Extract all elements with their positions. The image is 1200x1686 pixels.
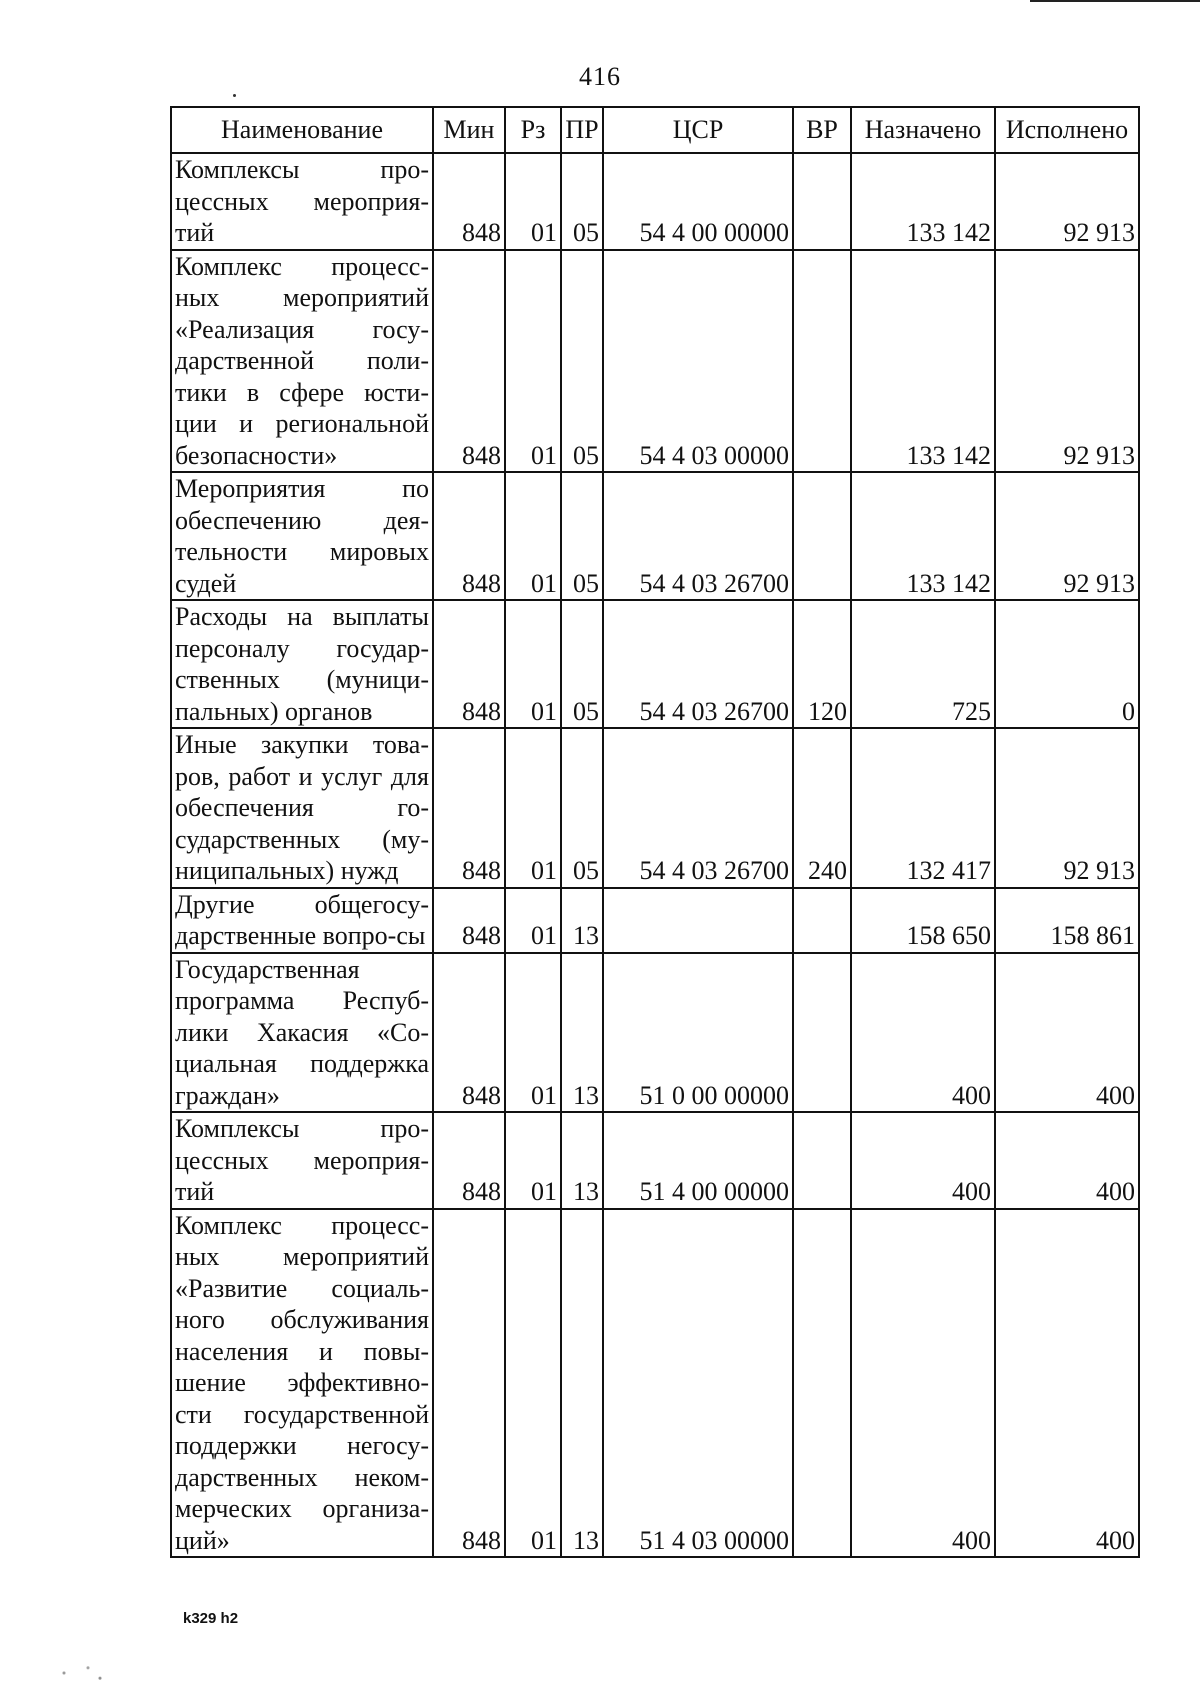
cell-rz: 01: [505, 472, 561, 600]
cell-name: Иные закупки това-ров, работ и услуг для обеспечения го-сударственных (му-ниципальных) нужд: [171, 728, 433, 888]
cell-min: 848: [433, 728, 505, 888]
cell-executed: 400: [995, 1209, 1139, 1558]
cell-min: 848: [433, 153, 505, 250]
cell-pr: 13: [561, 888, 603, 953]
cell-vr: [793, 888, 851, 953]
table-row: [171, 728, 1139, 888]
cell-executed: 400: [995, 953, 1139, 1113]
header-name: Наименование: [171, 107, 433, 153]
cell-vr: [793, 153, 851, 250]
cell-assigned: 400: [851, 1209, 995, 1558]
table-row: [171, 888, 1139, 953]
footer-code: k329 h2: [183, 1610, 239, 1627]
cell-min: 848: [433, 472, 505, 600]
cell-executed: 92 913: [995, 153, 1139, 250]
cell-rz: 01: [505, 1112, 561, 1209]
cell-rz: 01: [505, 153, 561, 250]
cell-min: 848: [433, 1209, 505, 1558]
header-min: Мин: [433, 107, 505, 153]
budget-table: [170, 106, 1140, 1558]
cell-pr: 05: [561, 728, 603, 888]
scan-speck: [233, 94, 236, 97]
cell-csr: 51 4 00 00000: [603, 1112, 793, 1209]
cell-pr: 05: [561, 600, 603, 728]
cell-executed: 0: [995, 600, 1139, 728]
cell-csr: 51 4 03 00000: [603, 1209, 793, 1558]
cell-executed: 400: [995, 1112, 1139, 1209]
scan-edge: [1030, 0, 1200, 2]
cell-min: 848: [433, 953, 505, 1113]
cell-pr: 05: [561, 250, 603, 473]
table-header-row: [171, 107, 1139, 153]
table-row: [171, 472, 1139, 600]
cell-name: Комплексы про-цессных мероприя-тий: [171, 153, 433, 250]
cell-assigned: 400: [851, 953, 995, 1113]
header-executed: Исполнено: [995, 107, 1139, 153]
cell-name: Государственная программа Респуб-лики Хакасия «Со-циальная поддержка граждан»: [171, 953, 433, 1113]
table-row: [171, 153, 1139, 250]
cell-executed: 92 913: [995, 728, 1139, 888]
cell-assigned: 133 142: [851, 250, 995, 473]
cell-pr: 05: [561, 472, 603, 600]
cell-assigned: 133 142: [851, 472, 995, 600]
cell-executed: 158 861: [995, 888, 1139, 953]
cell-name: Расходы на выплаты персоналу государ-ственных (муници-пальных) органов: [171, 600, 433, 728]
cell-rz: 01: [505, 1209, 561, 1558]
cell-rz: 01: [505, 250, 561, 473]
cell-assigned: 132 417: [851, 728, 995, 888]
table-row: [171, 600, 1139, 728]
cell-vr: [793, 1112, 851, 1209]
cell-vr: [793, 250, 851, 473]
cell-csr: 54 4 03 26700: [603, 600, 793, 728]
header-csr: ЦСР: [603, 107, 793, 153]
cell-vr: [793, 472, 851, 600]
cell-pr: 13: [561, 953, 603, 1113]
cell-rz: 01: [505, 953, 561, 1113]
cell-name: Комплекс процесс-ных мероприятий «Реализация госу-дарственной поли-тики в сфере юсти-ции и региональной безопасности»: [171, 250, 433, 473]
page-number: 416: [579, 62, 621, 91]
cell-name: Комплексы про-цессных мероприя-тий: [171, 1112, 433, 1209]
cell-csr: 54 4 03 26700: [603, 728, 793, 888]
cell-rz: 01: [505, 728, 561, 888]
cell-csr: 54 4 03 26700: [603, 472, 793, 600]
cell-name: Комплекс процесс-ных мероприятий «Развитие социаль-ного обслуживания населения и повы-шение эффективно-сти государственной поддержки негосу-дарственных неком-мерческих организа-ций»: [171, 1209, 433, 1558]
header-rz: Рз: [505, 107, 561, 153]
table-row: [171, 1112, 1139, 1209]
cell-name: Другие общегосу-дарственные вопро-сы: [171, 888, 433, 953]
cell-pr: 13: [561, 1209, 603, 1558]
cell-pr: 05: [561, 153, 603, 250]
table-row: [171, 953, 1139, 1113]
cell-executed: 92 913: [995, 250, 1139, 473]
cell-csr: 54 4 00 00000: [603, 153, 793, 250]
cell-csr: 51 0 00 00000: [603, 953, 793, 1113]
cell-min: 848: [433, 888, 505, 953]
header-pr: ПР: [561, 107, 603, 153]
cell-csr: [603, 888, 793, 953]
cell-assigned: 725: [851, 600, 995, 728]
cell-executed: 92 913: [995, 472, 1139, 600]
scan-noise: [40, 1660, 120, 1686]
cell-rz: 01: [505, 600, 561, 728]
cell-pr: 13: [561, 1112, 603, 1209]
cell-min: 848: [433, 250, 505, 473]
cell-vr: 240: [793, 728, 851, 888]
table-row: [171, 250, 1139, 473]
cell-vr: [793, 1209, 851, 1558]
cell-rz: 01: [505, 888, 561, 953]
cell-vr: 120: [793, 600, 851, 728]
cell-csr: 54 4 03 00000: [603, 250, 793, 473]
cell-min: 848: [433, 1112, 505, 1209]
cell-assigned: 400: [851, 1112, 995, 1209]
table-row: [171, 1209, 1139, 1558]
cell-assigned: 158 650: [851, 888, 995, 953]
cell-vr: [793, 953, 851, 1113]
cell-min: 848: [433, 600, 505, 728]
cell-assigned: 133 142: [851, 153, 995, 250]
cell-name: Мероприятия по обеспечению дея-тельности мировых судей: [171, 472, 433, 600]
header-assigned: Назначено: [851, 107, 995, 153]
header-vr: ВР: [793, 107, 851, 153]
